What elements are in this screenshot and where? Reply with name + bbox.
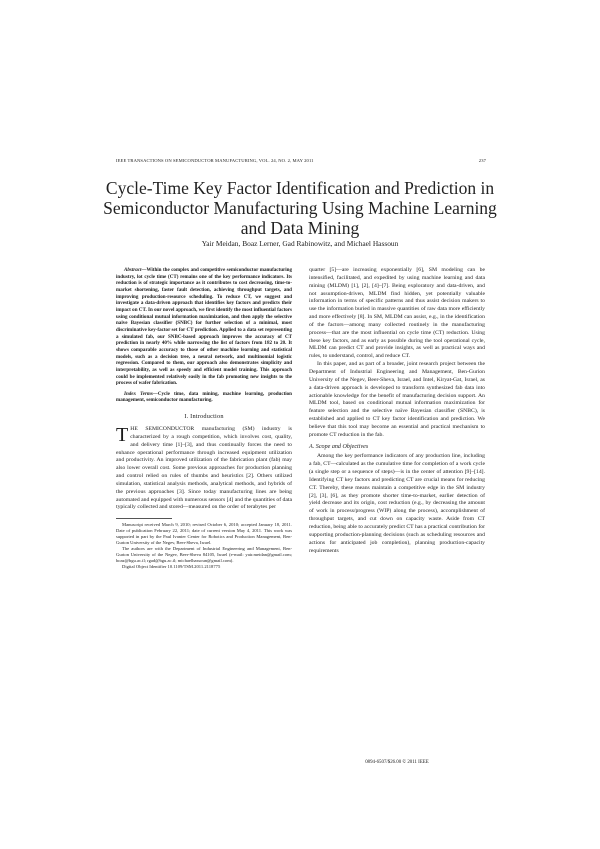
- subsection-heading-scope: A. Scope and Objectives: [309, 443, 369, 450]
- abstract-label: Abstract—: [124, 267, 147, 273]
- index-terms: [116, 391, 292, 404]
- footnote-manuscript: Manuscript received March 9, 2010; revised October 6, 2010; accepted January 18, 2011. Date of publication February 22, 2011; date of current version May 4, 2011. This work was supported in part by the Paul Ivanier Center for Robotics and Production Management, Ben-Gurion University of the Negev, Beer-Sheva, Israel.: [116, 522, 292, 545]
- intro-paragraph-1-continued: quarter [5]—are increasing exponentially [6], SM modeling can be intensified, facilitated, and expedited by using machine learning and data mining (MLDM) [1], [2], [4]–[7]. Being exploratory and data-driven, and not assumption-driven, MLDM find hidden, yet potentially valuable information in terms of specific patterns and thus assist decision makers to use the information buried in massive quantities of raw data more efficiently and more effectively [8]. In SM, MLDM can assist, e.g., in the identification of the factors—among many collected routinely in the manufacturing process—that are the most influential on cycle time (CT) reduction. Using these key factors, and as early as possible during the tool operational cycle, MLDM can predict CT and provide insights, as well as practical ways and rules, to understand, control, and reduce CT.: [309, 267, 485, 360]
- intro-paragraph-1: [116, 423, 292, 512]
- footnotes: [116, 522, 292, 569]
- paper-title: Cycle-Time Key Factor Identification and Prediction in Semiconductor Manufacturing Using Machine Learning and Data Mining: [103, 178, 497, 238]
- running-header: [116, 158, 486, 163]
- scope-paragraph-1: Among the key performance indicators of any production line, including a fab, CT—calculated as the cumulative time for completion of a work cycle (a single step or a sequence of steps)—is in the center of attention [9]–[14]. Identifying CT key factors and predicting CT are crucial means for reducing CT. Thereby, these means maintain a competitive edge in the SM industry [2], [3], [6], as they promote shorter time-to-market, earlier detection of yield decrease and its origin, cost reduction (e.g., by decreasing the amount of work in process/progress (WIP) along the process), accomplishment of throughput targets, and cut down on capacity waste. Aside from CT reduction, being able to accurately predict CT has a practical contribution for supporting production-planning decisions (such as scheduling resources and actions for anticipated job completion), planning production-capacity requirements: [309, 453, 485, 554]
- footnote-rule: [116, 518, 172, 519]
- left-column: [116, 267, 292, 570]
- footnote-authors: The authors are with the Department of Industrial Engineering and Management, Ben-Gurion University of the Negev, Beer-Sheva 84105, Israel (e-mail: yair.meidan@gmail.com; boaz@bgu.ac.il; rgad@bgu.ac.il; michaelhassoun@gmail.com).: [116, 545, 292, 563]
- journal-line: IEEE TRANSACTIONS ON SEMICONDUCTOR MANUFACTURING, VOL. 24, NO. 2, MAY 2011: [116, 158, 314, 163]
- copyright-line: 0894-6507/$26.00 © 2011 IEEE: [365, 760, 429, 765]
- section-heading-introduction: I. Introduction: [184, 413, 224, 421]
- index-terms-text: Cycle time, data mining, machine learning, production management, semiconductor manufacturing.: [116, 390, 292, 404]
- intro-paragraph-1-text: HE SEMICONDUCTOR manufacturing (SM) industry is characterized by a rough competition, which involves cost, quality, and delivery time [1]–[3], and thus continually forces the need to enhance operational performance through increased equipment utilization and productivity. An improved utilization of the fabrication plant (fab) may also lower overall cost. Some previous approaches for production planning and control relied on rules of thumbs and heuristics [2]. Others utilized simulation, statistical analysis methods, analytical methods, and hybrids of the previous approaches [3]. Since today manufacturing lines are being automated and equipped with numerous sensors [4] and the quantities of data typically collected and stored—measured on the order of terabytes per: [116, 425, 292, 511]
- index-terms-label: Index Terms—: [124, 390, 158, 397]
- page-number: 237: [478, 158, 486, 163]
- abstract: [116, 267, 292, 387]
- intro-paragraph-2: In this paper, and as part of a broader, joint research project between the Department of Industrial Engineering and Management, Ben-Gurion University of the Negev, Beer-Sheva, Israel, and Intel, Kiryat-Gat, Israel, as a data-driven approach is developed to transform synthesized fab data into actionable knowledge for the benefit of manufacturing decision support. An MLDM tool, based on conditional mutual information maximization for feature selection and the selective naïve Bayesian classifier (SNBC), is established and applied to CT key factor identification and prediction. We believe that this tool may become an essential and practical mechanism to promote CT reduction in the fab.: [309, 361, 485, 438]
- footnote-doi: Digital Object Identifier 10.1109/TSM.2011.2118775: [122, 563, 221, 569]
- right-column: [309, 267, 485, 555]
- drop-cap: T: [116, 423, 129, 446]
- abstract-text: Within the complex and competitive semiconductor manufacturing industry, lot cycle time (CT) remains one of the key performance indicators. Its reduction is of strategic importance as it contributes to cost decreasing, time-to-market shortening, faster fault detection, achieving throughput targets, and improving production-resource scheduling. To reduce CT, we suggest and investigate a data-driven approach that identifies key factors and predicts their impact on CT. In our novel approach, we first identify the most influential factors using conditional mutual information maximization, and then apply the selective naive Bayesian classifier (SNBC) for further selection of a minimal, most discriminative key-factor set for CT prediction. Applied to a data set representing a simulated fab, our SNBC-based approach improves the accuracy of CT prediction in nearly 40% while narrowing the list of factors from 182 to 20. It shows comparable accuracy to those of other machine learning and statistical models, such as a decision tree, a neural network, and multinomial logistic regression. Compared to them, our approach also demonstrates simplicity and interpretability, as well as speedy and efficient model training. This approach could be implemented relatively easily in the fab promoting new insights to the process of wafer fabrication.: [116, 267, 292, 387]
- author-list: Yair Meidan, Boaz Lerner, Gad Rabinowitz, and Michael Hassoun: [201, 239, 399, 248]
